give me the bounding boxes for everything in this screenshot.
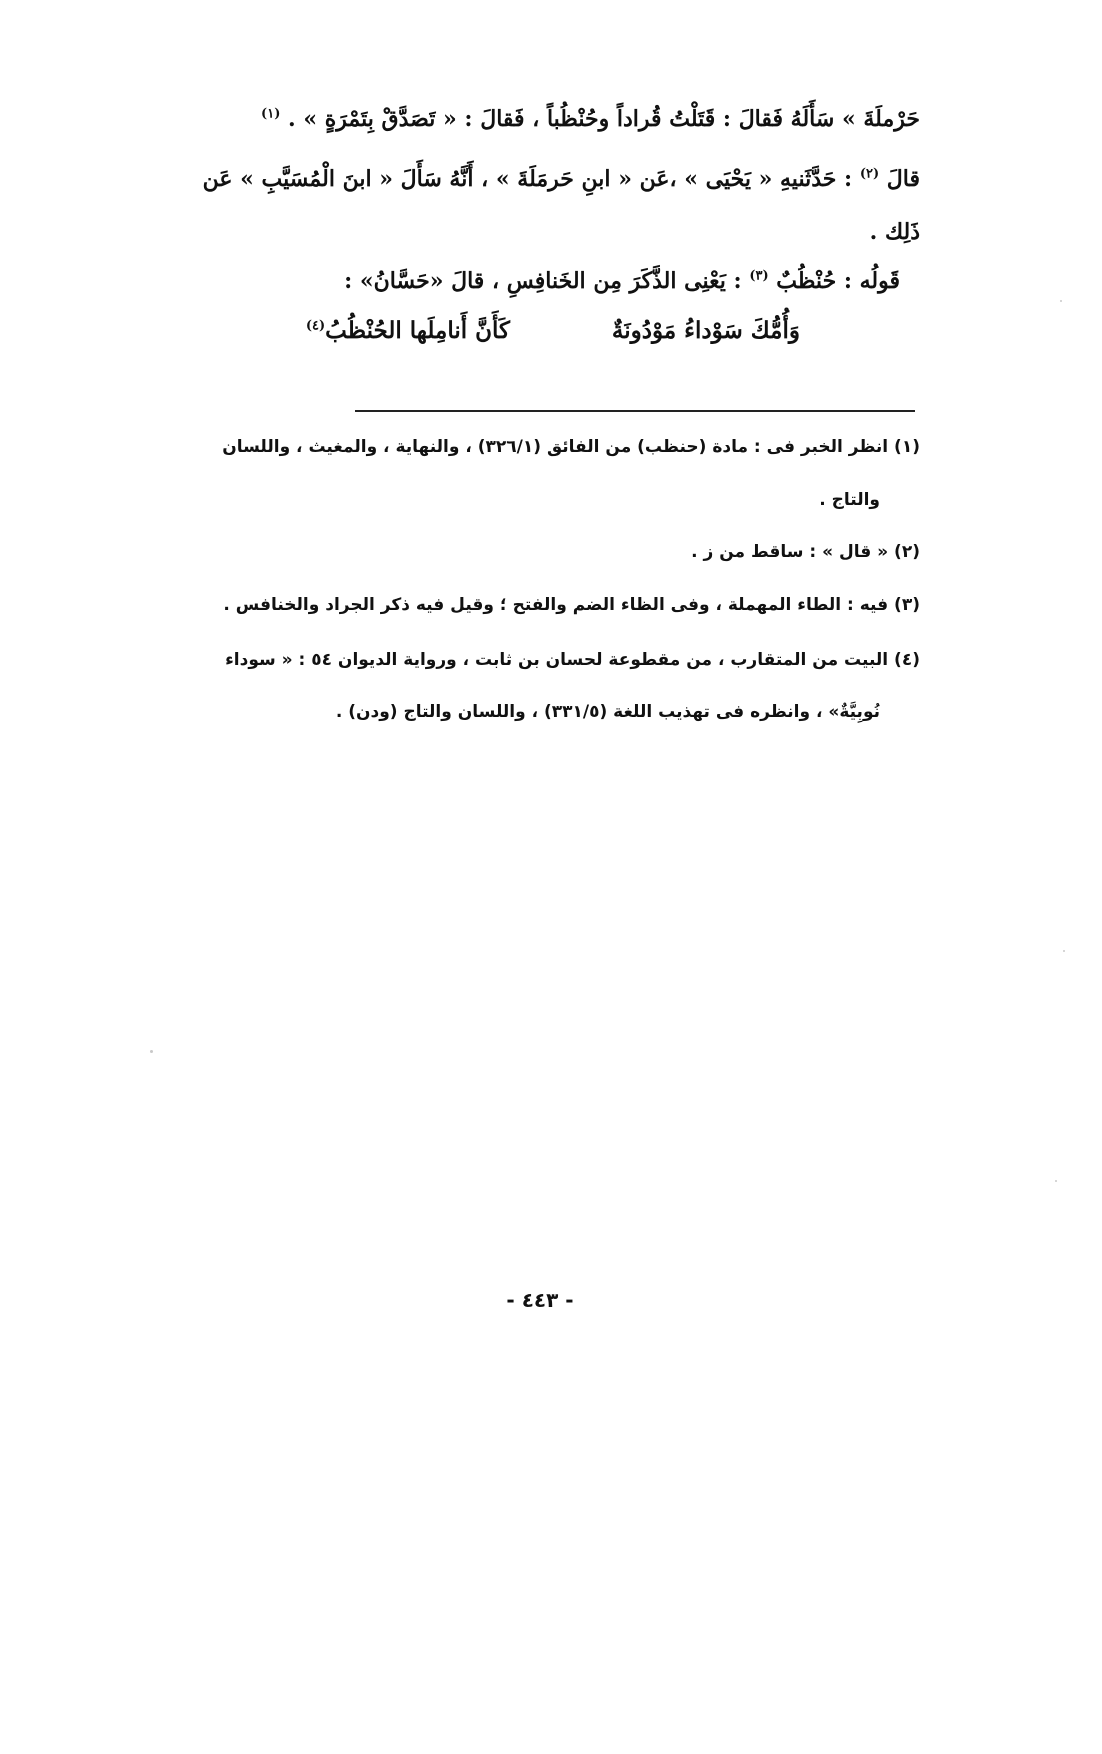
- footnote-1-line-2: والتاج .: [819, 490, 880, 510]
- scan-speck: [1063, 950, 1065, 952]
- scan-speck: [1055, 1180, 1057, 1182]
- main-text-line-4-start: قَولُه : حُنْظُبٌ: [776, 268, 900, 294]
- verse-first-hemistich: وَأُمُّكَ سَوْداءُ مَوْدُونَةٌ: [611, 317, 800, 344]
- main-text-line-3: ذَلِك .: [869, 219, 920, 245]
- main-text-line-4: [150, 267, 920, 295]
- page-number: - ٤٤٣ -: [506, 1288, 574, 1312]
- main-text-line-2-body: : حَدَّثَنيهِ « يَحْيَى » ،عَن « ابنِ حَرمَلَةَ » ، أَنَّهُ سَأَلَ « ابنَ الْمُسَيَّبِ » عَن: [202, 166, 853, 192]
- footnote-ref-2: (٢): [859, 166, 880, 182]
- main-text-line-4-body: : يَعْنِى الذَّكَرَ مِن الخَنافِسِ ، قالَ «حَسَّانُ» :: [344, 268, 742, 294]
- scan-speck: [150, 1050, 153, 1053]
- main-text-line-1-body: حَرْملَةَ » سَأَلَهُ فَقالَ : قَتَلْتُ قُراداً وحُنْظُباً ، فَقالَ : « تَصَدَّقْ بِتَمْرَةٍ » .: [288, 106, 920, 132]
- footnote-ref-4: (٤): [305, 318, 326, 334]
- footnote-ref-3: (٣): [749, 268, 769, 284]
- scan-speck: [1060, 300, 1062, 302]
- verse-second-hemistich-text: كَأَنَّ أَنامِلَها الحُنْظُبُ: [325, 317, 510, 344]
- footnote-ref-1: (١): [261, 106, 281, 122]
- poetry-verse: [150, 317, 920, 353]
- verse-second-hemistich: [306, 317, 510, 344]
- footnote-2: (٢) « قال » : ساقط من ز .: [691, 542, 920, 562]
- footnote-separator-rule: [355, 410, 915, 412]
- main-text-line-2: [150, 165, 920, 193]
- footnote-4-line-2: نُوبِيَّةٌ» ، وانظره فى تهذيب اللغة (٣٣١/٥) ، واللسان والتاج (ودن) .: [335, 702, 880, 722]
- footnote-1-line-1: (١) انظر الخبر فى : مادة (حنظب) من الفائق (٣٢٦/١) ، والنهاية ، والمغيث ، واللسان: [222, 437, 920, 457]
- main-text-line-2-start: قالَ: [886, 166, 920, 192]
- footnote-3: (٣) فيه : الطاء المهملة ، وفى الظاء الضم والفتح ؛ وقيل فيه ذكر الجراد والخنافس .: [223, 595, 920, 615]
- main-text-line-1: [150, 105, 920, 133]
- footnote-4-line-1: (٤) البيت من المتقارب ، من مقطوعة لحسان بن ثابت ، ورواية الديوان ٥٤ : « سوداء: [225, 650, 920, 670]
